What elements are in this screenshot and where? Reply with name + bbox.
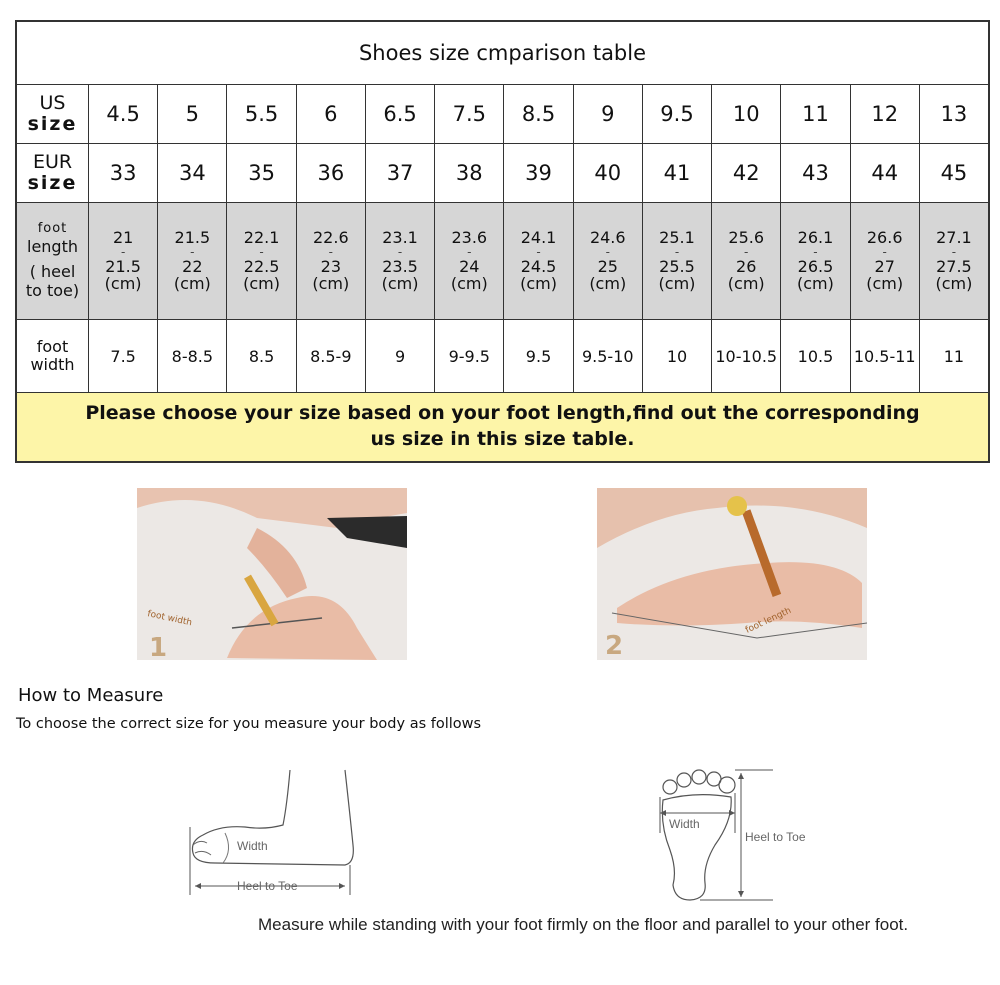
length-from: 23.1 bbox=[382, 228, 418, 248]
length-unit: (cm) bbox=[797, 274, 834, 294]
photo-number: 2 bbox=[605, 631, 624, 660]
foot-width-cell: 9-9.5 bbox=[434, 320, 503, 392]
how-to-title: How to Measure bbox=[18, 685, 164, 706]
foot-width-cell: 10.5 bbox=[780, 320, 849, 392]
photo-caption: foot length bbox=[744, 605, 793, 636]
us-size-cell: 5.5 bbox=[226, 85, 295, 143]
eur-size-cell: 41 bbox=[642, 144, 711, 202]
foot-width-cell: 9.5-10 bbox=[573, 320, 642, 392]
foot-length-cell bbox=[780, 203, 849, 319]
foot-length-header bbox=[17, 203, 88, 319]
length-from: 25.6 bbox=[728, 228, 765, 248]
length-from: 26.1 bbox=[797, 228, 834, 248]
length-unit: (cm) bbox=[381, 274, 419, 294]
foot-length-cell bbox=[850, 203, 919, 319]
foot-length-cell bbox=[88, 203, 157, 319]
us-size-cell: 4.5 bbox=[88, 85, 157, 143]
length-from: 23.6 bbox=[451, 228, 488, 248]
foot-width-cell: 10.5-11 bbox=[850, 320, 919, 392]
length-unit: (cm) bbox=[866, 274, 904, 294]
table-title: Shoes size cmparison table bbox=[17, 22, 988, 85]
length-header-line: length bbox=[27, 237, 78, 257]
foot-width-cell: 10 bbox=[642, 320, 711, 392]
foot-width-cell: 9.5 bbox=[503, 320, 572, 392]
us-size-row bbox=[17, 85, 988, 144]
length-to: 27.5 bbox=[936, 256, 972, 276]
heel-to-toe-label: Heel to Toe bbox=[745, 830, 806, 844]
foot-width-header bbox=[17, 320, 88, 392]
length-to: 21.5 bbox=[105, 256, 141, 276]
length-from: 27.1 bbox=[936, 228, 972, 248]
foot-width-cell: 8-8.5 bbox=[157, 320, 226, 392]
us-size-cell: 5 bbox=[157, 85, 226, 143]
us-size-cell: 9 bbox=[573, 85, 642, 143]
foot-width-cell: 8.5-9 bbox=[296, 320, 365, 392]
range-dash: - bbox=[605, 244, 610, 259]
eur-size-cell: 35 bbox=[226, 144, 295, 202]
range-dash: - bbox=[259, 244, 264, 259]
us-size-cell: 10 bbox=[711, 85, 780, 143]
foot-width-cell: 7.5 bbox=[88, 320, 157, 392]
eur-size-cell: 39 bbox=[503, 144, 572, 202]
side-foot-diagram bbox=[185, 765, 360, 904]
measure-width-photo bbox=[137, 488, 407, 660]
range-dash: - bbox=[813, 244, 818, 259]
eur-size-cell: 42 bbox=[711, 144, 780, 202]
eur-size-row bbox=[17, 144, 988, 203]
foot-width-illustration bbox=[137, 488, 407, 660]
range-dash: - bbox=[190, 244, 195, 259]
side-foot-icon bbox=[185, 765, 360, 900]
length-unit: (cm) bbox=[173, 274, 211, 294]
length-unit: (cm) bbox=[520, 274, 557, 294]
eur-size-cell: 38 bbox=[434, 144, 503, 202]
top-foot-icon bbox=[655, 765, 835, 905]
foot-width-cell: 11 bbox=[919, 320, 988, 392]
range-dash: - bbox=[328, 244, 333, 259]
top-foot-diagram bbox=[655, 765, 835, 909]
foot-width-cell: 8.5 bbox=[226, 320, 295, 392]
eur-header-line: EUR bbox=[32, 151, 73, 174]
how-to-subtitle: To choose the correct size for you measure your body as follows bbox=[16, 716, 482, 732]
length-from: 22.6 bbox=[313, 228, 349, 248]
us-header-line: size bbox=[27, 113, 78, 135]
us-size-cell: 12 bbox=[850, 85, 919, 143]
foot-width-cell: 9 bbox=[365, 320, 434, 392]
range-dash: - bbox=[744, 244, 749, 259]
range-dash: - bbox=[397, 244, 403, 259]
eur-size-cell: 43 bbox=[780, 144, 849, 202]
length-to: 24.5 bbox=[520, 256, 557, 276]
length-unit: (cm) bbox=[104, 274, 142, 294]
us-size-cell: 6.5 bbox=[365, 85, 434, 143]
measure-length-photo bbox=[597, 488, 867, 660]
length-from: 25.1 bbox=[659, 228, 695, 248]
us-size-header bbox=[17, 85, 88, 143]
length-to: 22.5 bbox=[243, 256, 280, 276]
foot-length-cell bbox=[296, 203, 365, 319]
length-to: 26 bbox=[736, 256, 757, 276]
length-from: 21.5 bbox=[174, 228, 211, 248]
width-label: Width bbox=[237, 839, 268, 853]
us-header-line: US bbox=[39, 92, 66, 115]
length-header-line: foot bbox=[37, 221, 68, 237]
eur-size-cell: 45 bbox=[919, 144, 988, 202]
notice-line: us size in this size table. bbox=[370, 428, 635, 450]
length-to: 23 bbox=[320, 256, 341, 276]
length-to: 25 bbox=[597, 256, 618, 276]
eur-size-cell: 36 bbox=[296, 144, 365, 202]
length-header-line: to toe) bbox=[25, 281, 80, 301]
range-dash: - bbox=[120, 244, 126, 259]
us-size-cell: 9.5 bbox=[642, 85, 711, 143]
width-header-line: width bbox=[30, 355, 75, 374]
eur-size-cell: 44 bbox=[850, 144, 919, 202]
foot-length-illustration bbox=[597, 488, 867, 660]
length-to: 27 bbox=[874, 256, 895, 276]
size-notice bbox=[17, 393, 988, 461]
length-unit: (cm) bbox=[243, 274, 281, 294]
foot-length-cell bbox=[919, 203, 988, 319]
foot-length-cell bbox=[503, 203, 572, 319]
measure-instruction: Measure while standing with your foot firmly on the floor and parallel to your other foot. bbox=[258, 915, 909, 934]
width-label: Width bbox=[669, 817, 700, 831]
length-to: 25.5 bbox=[659, 256, 695, 276]
foot-width-row bbox=[17, 320, 988, 393]
foot-length-cell bbox=[434, 203, 503, 319]
foot-length-cell bbox=[711, 203, 780, 319]
heel-to-toe-label: Heel to Toe bbox=[237, 879, 298, 893]
notice-line: Please choose your size based on your foot length,find out the corresponding bbox=[85, 402, 920, 425]
us-size-cell: 13 bbox=[919, 85, 988, 143]
length-to: 22 bbox=[182, 256, 203, 276]
foot-length-cell bbox=[157, 203, 226, 319]
length-unit: (cm) bbox=[312, 274, 350, 294]
us-size-cell: 6 bbox=[296, 85, 365, 143]
range-dash: - bbox=[674, 244, 680, 259]
length-unit: (cm) bbox=[727, 274, 765, 294]
length-to: 23.5 bbox=[382, 256, 418, 276]
length-from: 21 bbox=[112, 228, 134, 248]
range-dash: - bbox=[536, 244, 541, 259]
length-unit: (cm) bbox=[658, 274, 696, 294]
length-unit: (cm) bbox=[450, 274, 488, 294]
eur-size-cell: 40 bbox=[573, 144, 642, 202]
length-unit: (cm) bbox=[935, 274, 973, 294]
foot-length-cell bbox=[573, 203, 642, 319]
foot-width-cell: 10-10.5 bbox=[711, 320, 780, 392]
width-header-line: foot bbox=[36, 337, 69, 357]
length-to: 26.5 bbox=[797, 256, 834, 276]
length-header-line: ( heel bbox=[29, 262, 76, 282]
range-dash: - bbox=[882, 244, 887, 259]
us-size-cell: 11 bbox=[780, 85, 849, 143]
eur-size-cell: 33 bbox=[88, 144, 157, 202]
foot-length-cell bbox=[642, 203, 711, 319]
foot-length-cell bbox=[365, 203, 434, 319]
range-dash: - bbox=[951, 244, 957, 259]
photo-caption: foot width bbox=[146, 609, 193, 629]
range-dash: - bbox=[467, 244, 472, 259]
length-from: 26.6 bbox=[866, 228, 903, 248]
eur-size-cell: 34 bbox=[157, 144, 226, 202]
length-from: 22.1 bbox=[243, 228, 280, 248]
us-size-cell: 8.5 bbox=[503, 85, 572, 143]
photo-number: 1 bbox=[149, 633, 168, 660]
length-to: 24 bbox=[459, 256, 480, 276]
length-from: 24.6 bbox=[589, 228, 626, 248]
foot-length-row bbox=[17, 203, 988, 320]
eur-size-cell: 37 bbox=[365, 144, 434, 202]
foot-length-cell bbox=[226, 203, 295, 319]
size-comparison-table bbox=[15, 20, 990, 463]
eur-size-header bbox=[17, 144, 88, 202]
eur-header-line: size bbox=[27, 172, 78, 194]
length-unit: (cm) bbox=[589, 274, 627, 294]
length-from: 24.1 bbox=[520, 228, 557, 248]
us-size-cell: 7.5 bbox=[434, 85, 503, 143]
